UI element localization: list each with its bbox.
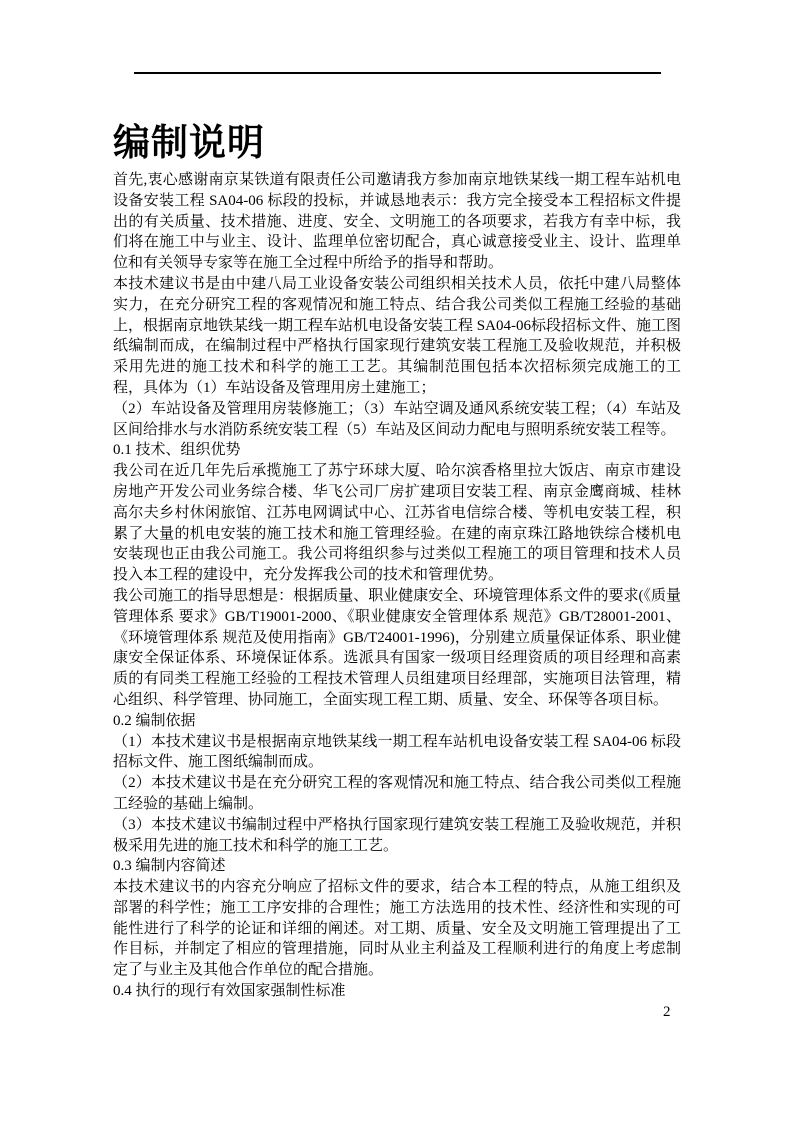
section-heading-0-1: 0.1 技术、组织优势 — [113, 442, 241, 459]
paragraph: 本技术建议书的内容充分响应了招标文件的要求，结合本工程的特点，从施工组织及部署的科学性；施工工序安排的合理性；施工方法选用的技术性、经济性和实现的可能性进行了科学的论证和详细的阐述。对工期、质量、安全及文明施工管理提出了工作目标，并制定了相应的管理措施，同时从业主利益及工程顺利进行的角度上考虑制定了与业主及其他合作单位的配合措施。 — [113, 879, 681, 979]
paragraph: 本技术建议书是由中建八局工业设备安装公司组织相关技术人员，依托中建八局整体实力，在充分研究工程的客观情况和施工特点、结合我公司类似工程施工经验的基础上，根据南京地铁某线一期工程车站机电设备安装工程 SA04-06标段招标文件、施工图纸编制而成，在编制过程中严格执行国家现行建筑安装工程施工及验收规范，并积极采用先进的施工技术和科学的施工工艺。其编制范围包括本次招标须完成施工的工程，具体为（1）车站设备及管理用房土建施工； — [113, 275, 681, 396]
section-heading-0-3: 0.3 编制内容简述 — [113, 858, 226, 875]
paragraph: 首先,衷心感谢南京某铁道有限责任公司邀请我方参加南京地铁某线一期工程车站机电设备安装工程 SA04-06 标段的投标，并诚恳地表示：我方完全接受本工程招标文件提出的有关质量、技术措施、进度、安全、文明施工的各项要求，若我方有幸中标，我们将在施工中与业主、设计、监理单位密切配合，真心诚意接受业主、设计、监理单位和有关领导专家等在施工全过程中所给予的指导和帮助。 — [113, 172, 681, 272]
document-body — [113, 170, 681, 1002]
header-rule — [134, 72, 661, 74]
paragraph: （1）本技术建议书是根据南京地铁某线一期工程车站机电设备安装工程 SA04-06 标段招标文件、施工图纸编制而成。 — [113, 733, 681, 771]
page-title: 编制说明 — [113, 122, 265, 164]
paragraph: （3）本技术建议书编制过程中严格执行国家现行建筑安装工程施工及验收规范，并积极采用先进的施工技术和科学的施工工艺。 — [113, 816, 681, 854]
section-heading-0-2: 0.2 编制依据 — [113, 712, 196, 729]
paragraph: （2）车站设备及管理用房装修施工；（3）车站空调及通风系统安装工程；（4）车站及区间给排水与水消防系统安装工程（5）车站及区间动力配电与照明系统安装工程等。 — [113, 400, 681, 438]
paragraph: （2）本技术建议书是在充分研究工程的客观情况和施工特点、结合我公司类似工程施工经验的基础上编制。 — [113, 775, 681, 812]
paragraph: 我公司施工的指导思想是：根据质量、职业健康安全、环境管理体系文件的要求(《质量管理体系 要求》GB/T19001-2000、《职业健康安全管理体系 规范》GB/T28001-2001、《环境管理体系 规范及使用指南》GB/T24001-1996)，分别建立质量保证体系、职业健康安全保证体系、环境保证体系。选派具有国家一级项目经理资质的项目经理和高素质的有同类工程施工经验的工程技术管理人员组建项目经理部，实施项目法管理，精心组织、科学管理、协同施工，全面实现工程工期、质量、安全、环保等各项目标。 — [113, 587, 681, 708]
page-number: 2 — [663, 1004, 671, 1020]
paragraph: 我公司在近几年先后承揽施工了苏宁环球大厦、哈尔滨香格里拉大饭店、南京市建设房地产开发公司业务综合楼、华飞公司厂房扩建项目安装工程、南京金鹰商城、桂林高尔夫乡村休闲旅馆、江苏电网调试中心、江苏省电信综合楼、等机电安装工程，积累了大量的机电安装的施工技术和施工管理经验。在建的南京珠江路地铁综合楼机电安装现也正由我公司施工。我公司将组织参与过类似工程施工的项目管理和技术人员投入本工程的建设中，充分发挥我公司的技术和管理优势。 — [113, 463, 681, 584]
section-heading-0-4: 0.4 执行的现行有效国家强制性标准 — [113, 983, 346, 1000]
